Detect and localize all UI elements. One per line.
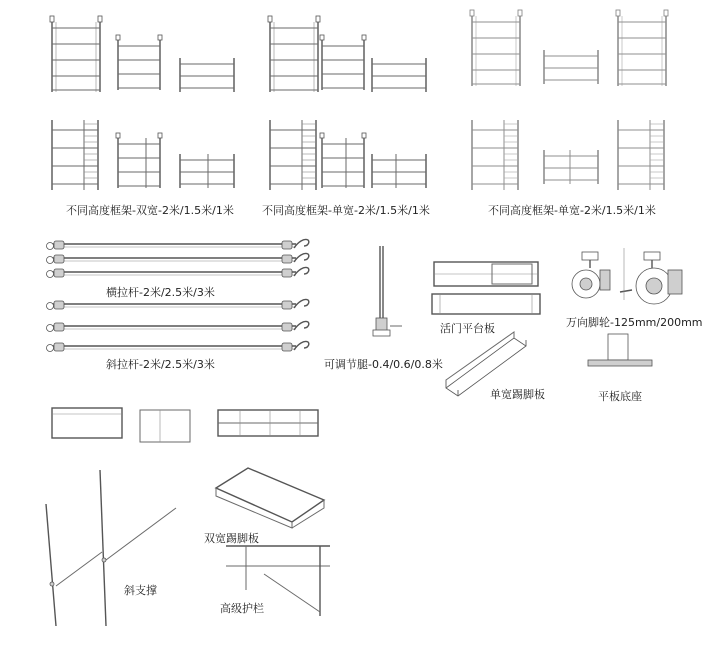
label-frames-single-a: 不同高度框架-单宽-2米/1.5米/1米 (262, 204, 430, 217)
label-adjustable-leg: 可调节腿-0.4/0.6/0.8米 (324, 358, 443, 371)
label-advanced-guardrail: 高级护栏 (220, 602, 264, 615)
label-diagonal-brace: 斜拉杆-2米/2.5米/3米 (106, 358, 215, 371)
label-base-plate: 平板底座 (598, 390, 642, 403)
label-frames-double: 不同高度框架-双宽-2米/1.5米/1米 (66, 204, 234, 217)
label-frames-single-b: 不同高度框架-单宽-2米/1.5米/1米 (488, 204, 656, 217)
label-caster-wheel: 万向脚轮-125mm/200mm (566, 316, 703, 329)
label-diagonal-support: 斜支撑 (124, 584, 157, 597)
label-horizontal-brace: 横拉杆-2米/2.5米/3米 (106, 286, 215, 299)
label-double-toeboard: 双宽踢脚板 (204, 532, 259, 545)
label-single-toeboard: 单宽踢脚板 (490, 388, 545, 401)
label-trapdoor-platform: 活门平台板 (440, 322, 495, 335)
